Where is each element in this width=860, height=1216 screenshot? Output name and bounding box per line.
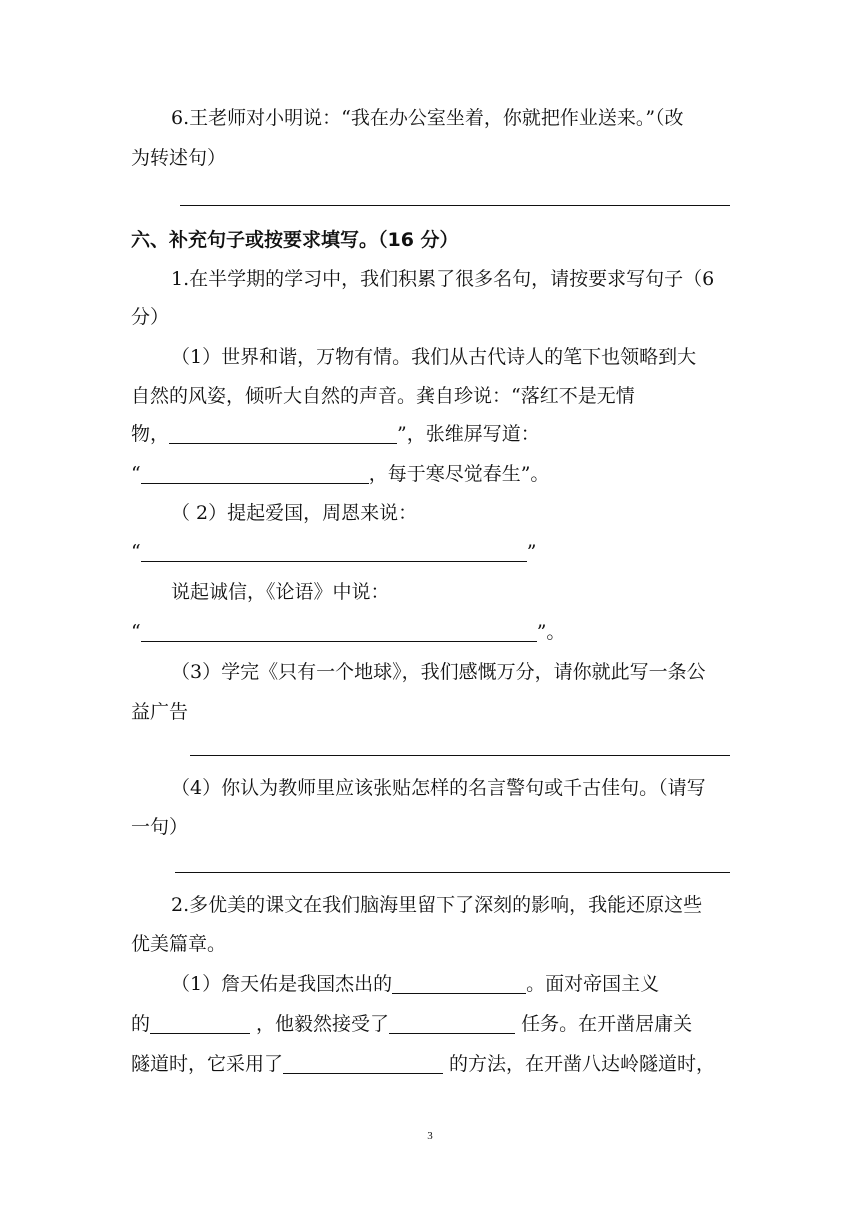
fill-blank[interactable] — [169, 423, 397, 444]
sub2-1-line3-a: 隧道时，它采用了 — [131, 1053, 284, 1075]
sub2-1-line1-prefix: （1）詹天佑是我国杰出的 — [171, 973, 393, 995]
open-quote: “ — [131, 541, 141, 563]
sub1-line3-suffix: ”，张维屏写道： — [397, 423, 540, 445]
fill-blank[interactable] — [392, 973, 526, 994]
sub2-line1: （ 2）提起爱国，周恩来说： — [171, 502, 418, 524]
sub1-line4-suffix: ，每于寒尽觉春生”。 — [368, 463, 550, 485]
answer-line[interactable] — [175, 872, 730, 873]
open-quote: “ — [131, 463, 141, 485]
sub1-line4 — [131, 462, 549, 486]
sub1-line3-prefix: 物， — [131, 423, 170, 445]
sub4-line2: 一句） — [131, 816, 189, 838]
item-2-line1: 2.多优美的课文在我们脑海里留下了深刻的影响，我能还原这些 — [171, 894, 703, 916]
sub2-1-line2-a: 的 — [131, 1013, 151, 1035]
sub2-1-line2-b: ，他毅然接受了 — [250, 1013, 390, 1035]
sub2-1-line2 — [131, 1012, 692, 1036]
question-6-line2: 为转述句） — [131, 147, 227, 169]
section-heading: 六、补充句子或按要求填写。（16 分） — [131, 229, 459, 251]
sub2-1-line1-suffix: 。面对帝国主义 — [526, 973, 660, 995]
sub4-line1: （4）你认为教师里应该张贴怎样的名言警句或千古佳句。（请写 — [171, 777, 706, 799]
fill-blank[interactable] — [141, 621, 537, 642]
item-1-line2: 分） — [131, 306, 170, 328]
sub1-line1: （1）世界和谐，万物有情。我们从古代诗人的笔下也领略到大 — [171, 346, 697, 368]
sub2-1-line1 — [171, 972, 659, 996]
sub2-line3: 说起诚信，《论语》中说： — [171, 581, 390, 603]
fill-blank[interactable] — [389, 1013, 515, 1034]
sub2-line4 — [131, 620, 565, 644]
fill-blank[interactable] — [141, 541, 527, 562]
item-2-line2: 优美篇章。 — [131, 933, 227, 955]
sub3-line1: （3）学完《只有一个地球》，我们感慨万分，请你就此写一条公 — [171, 661, 706, 683]
sub1-line3 — [131, 422, 540, 446]
sub2-line2 — [131, 540, 536, 564]
sub2-1-line3 — [131, 1052, 715, 1076]
fill-blank[interactable] — [283, 1053, 443, 1074]
close-quote: ”。 — [536, 621, 566, 643]
close-quote: ” — [526, 541, 537, 563]
question-6-line1: 6.王老师对小明说：“我在办公室坐着，你就把作业送来。”（改 — [171, 107, 684, 129]
answer-line[interactable] — [190, 755, 730, 756]
sub1-line2: 自然的风姿，倾听大自然的声音。龚自珍说：“落红不是无情 — [131, 385, 635, 407]
sub3-line2: 益广告 — [131, 701, 189, 723]
fill-blank[interactable] — [150, 1013, 250, 1034]
sub2-1-line3-b: 的方法，在开凿八达岭隧道时， — [443, 1053, 716, 1075]
answer-line[interactable] — [180, 205, 730, 206]
item-1-line1: 1.在半学期的学习中，我们积累了很多名句，请按要求写句子（6 — [171, 268, 715, 290]
fill-blank[interactable] — [141, 463, 369, 484]
page-number: 3 — [427, 1130, 433, 1142]
sub2-1-line2-c: 任务。在开凿居庸关 — [515, 1013, 693, 1035]
open-quote: “ — [131, 621, 141, 643]
